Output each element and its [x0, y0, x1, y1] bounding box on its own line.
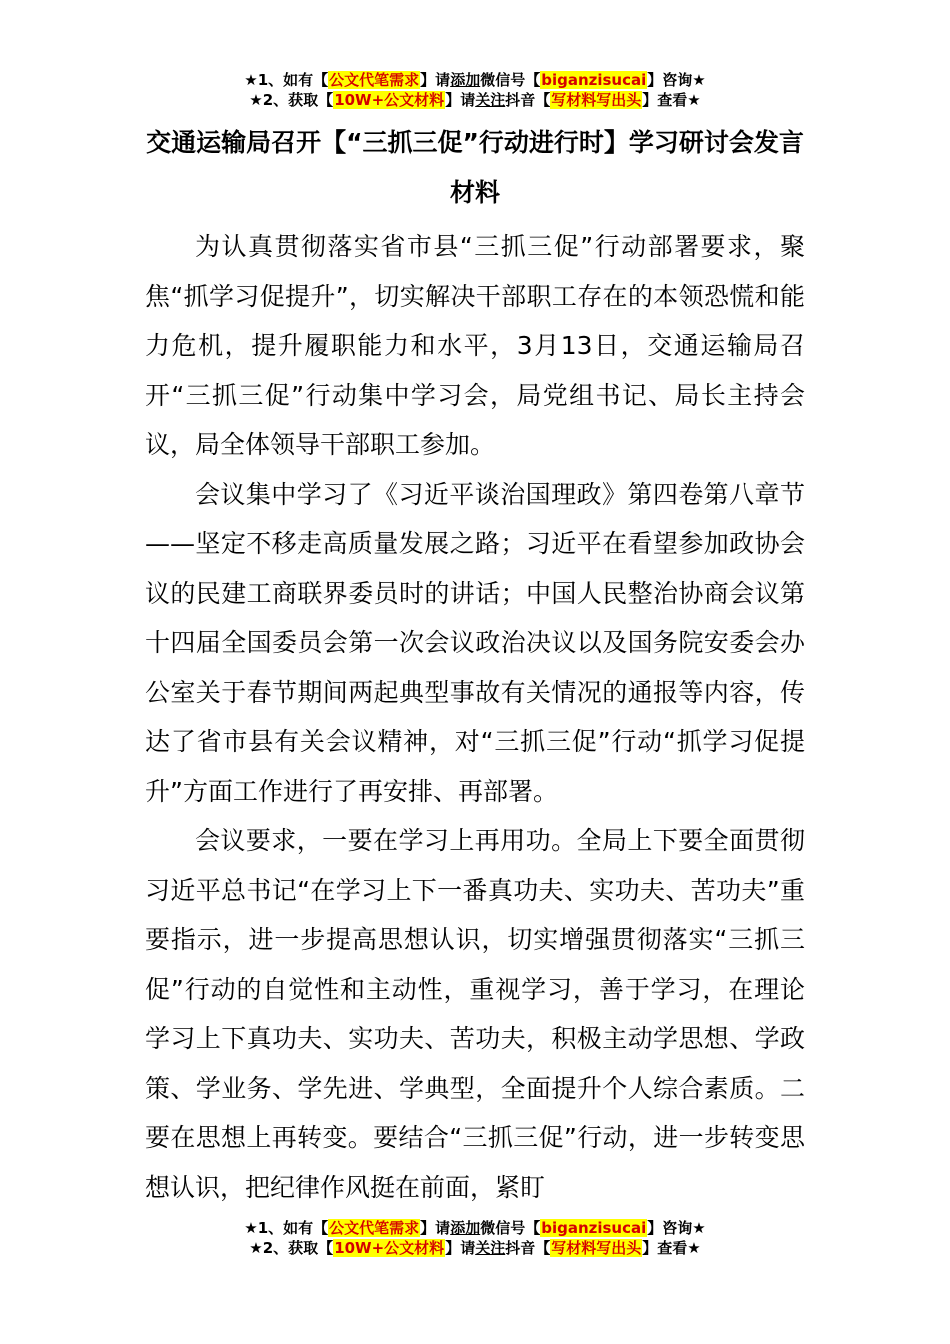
promo-line-2: ★2、获取【10W+公文材料】请关注抖音【写材料写出头】查看★	[249, 91, 701, 109]
highlight-service: 公文代笔需求	[329, 71, 420, 89]
paragraph-1: 为认真贯彻落实省市县“三抓三促”行动部署要求，聚焦“抓学习促提升”，切实解决干部职工存在的本领恐慌和能力危机，提升履职能力和水平，3月13日，交通运输局召开“三抓三促”行动集中学习会，局党组书记、局长主持会议，局全体领导干部职工参加。	[145, 232, 805, 459]
highlight-materials: 10W+公文材料	[334, 1239, 445, 1257]
highlight-douyin-account: 写材料写出头	[551, 1239, 642, 1257]
promo-line-1: ★1、如有【公文代笔需求】请添加微信号【biganzisucai】咨询★	[244, 71, 706, 89]
highlight-douyin-account: 写材料写出头	[551, 91, 642, 109]
promo-banner-bottom	[0, 1218, 950, 1258]
document-title: 交通运输局召开【“三抓三促”行动进行时】学习研讨会发言材料	[146, 128, 804, 207]
document-body	[145, 222, 805, 1212]
highlight-wechat-id: biganzisucai	[541, 1219, 647, 1237]
paragraph-3: 会议要求，一要在学习上再用功。全局上下要全面贯彻习近平总书记“在学习上下一番真功夫、实功夫、苦功夫”重要指示，进一步提高思想认识，切实增强贯彻落实“三抓三促”行动的自觉性和主动性，重视学习，善于学习，在理论学习上下真功夫、实功夫、苦功夫，积极主动学思想、学政策、学业务、学先进、学典型，全面提升个人综合素质。二要在思想上再转变。要结合“三抓三促”行动，进一步转变思想认识，把纪律作风挺在前面，紧盯	[145, 826, 805, 1202]
highlight-service: 公文代笔需求	[329, 1219, 420, 1237]
promo-line-2: ★2、获取【10W+公文材料】请关注抖音【写材料写出头】查看★	[249, 1239, 701, 1257]
promo-banner-top	[0, 70, 950, 110]
highlight-wechat-id: biganzisucai	[541, 71, 647, 89]
highlight-materials: 10W+公文材料	[334, 91, 445, 109]
promo-line-1: ★1、如有【公文代笔需求】请添加微信号【biganzisucai】咨询★	[244, 1219, 706, 1237]
paragraph-2: 会议集中学习了《习近平谈治国理政》第四卷第八章节——坚定不移走高质量发展之路；习近平在看望参加政协会议的民建工商联界委员时的讲话；中国人民整治协商会议第十四届全国委员会第一次会议政治决议以及国务院安委会办公室关于春节期间两起典型事故有关情况的通报等内容，传达了省市县有关会议精神，对“三抓三促”行动“抓学习促提升”方面工作进行了再安排、再部署。	[145, 479, 805, 806]
